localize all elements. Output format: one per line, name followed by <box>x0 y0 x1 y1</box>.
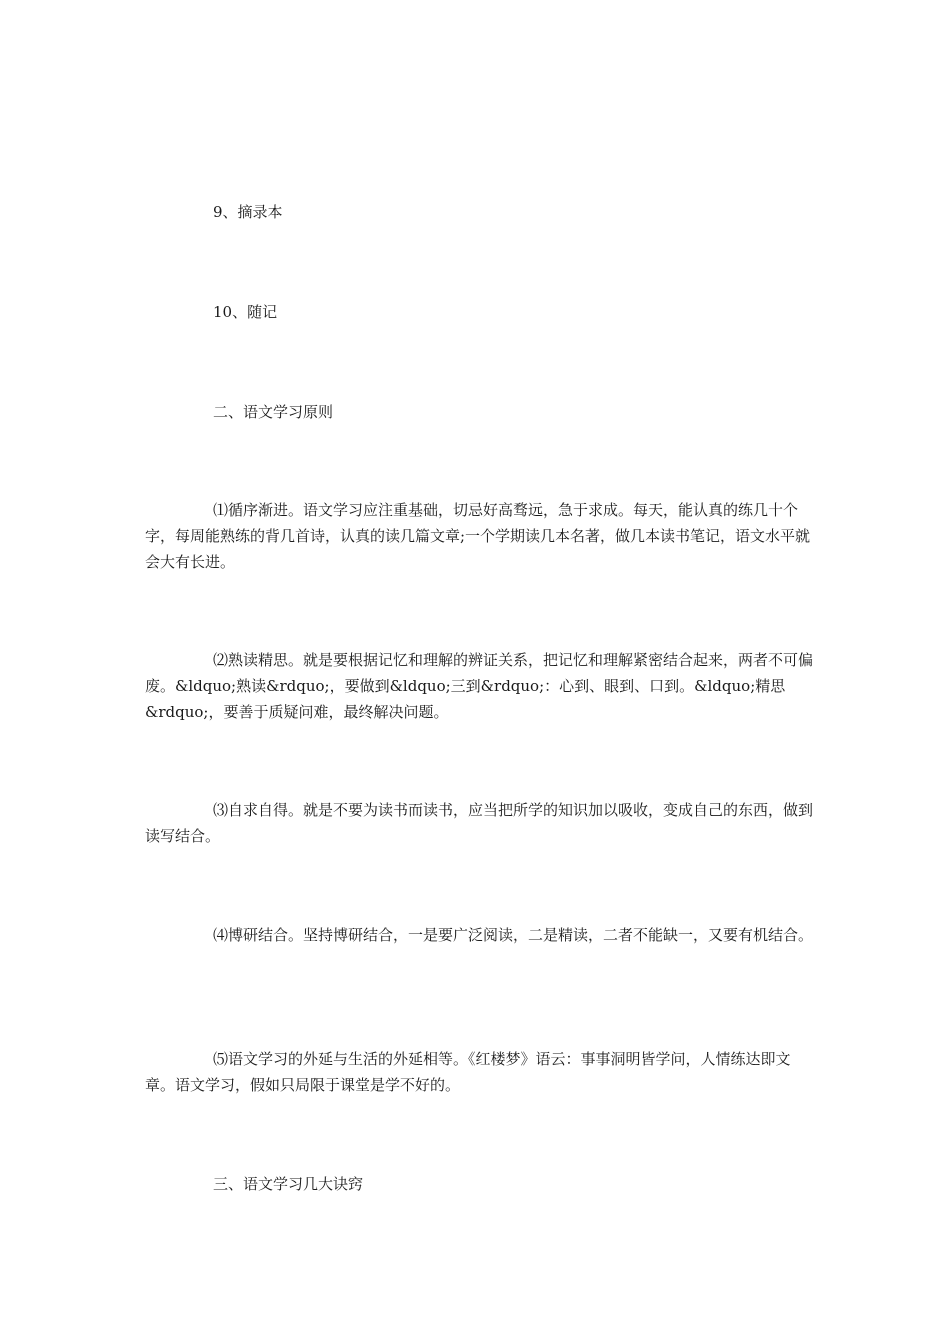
paragraph-principle-5: ⑸语文学习的外延与生活的外延相等。《红楼梦》语云：事事洞明皆学问，人情练达即文章。语文学习，假如只局限于课堂是学不好的。 <box>145 1050 791 1094</box>
list-item-10: 10、随记 <box>213 303 278 321</box>
paragraph-principle-3: ⑶自求自得。就是不要为读书而读书，应当把所学的知识加以吸收，变成自己的东西，做到读写结合。 <box>145 801 814 845</box>
list-item-9: 9、摘录本 <box>213 203 283 221</box>
section-heading-principles: 二、语文学习原则 <box>213 403 334 421</box>
paragraph-principle-4: ⑷博研结合。坚持博研结合，一是要广泛阅读，二是精读，二者不能缺一，又要有机结合。 <box>213 926 814 944</box>
paragraph-principle-2: ⑵熟读精思。就是要根据记忆和理解的辨证关系，把记忆和理解紧密结合起来，两者不可偏废。&ldquo;熟读&rdquo;，要做到&ldquo;三到&rdquo;：心到、眼到、口到。&ldquo;精思&rdquo;，要善于质疑问难，最终解决问题。 <box>145 651 814 721</box>
section-heading-tips: 三、语文学习几大诀窍 <box>213 1175 364 1193</box>
paragraph-principle-1: ⑴循序渐进。语文学习应注重基础，切忌好高骛远，急于求成。每天，能认真的练几十个字，每周能熟练的背几首诗，认真的读几篇文章;一个学期读几本名著，做几本读书笔记，语文水平就会大有长进。 <box>145 501 811 571</box>
